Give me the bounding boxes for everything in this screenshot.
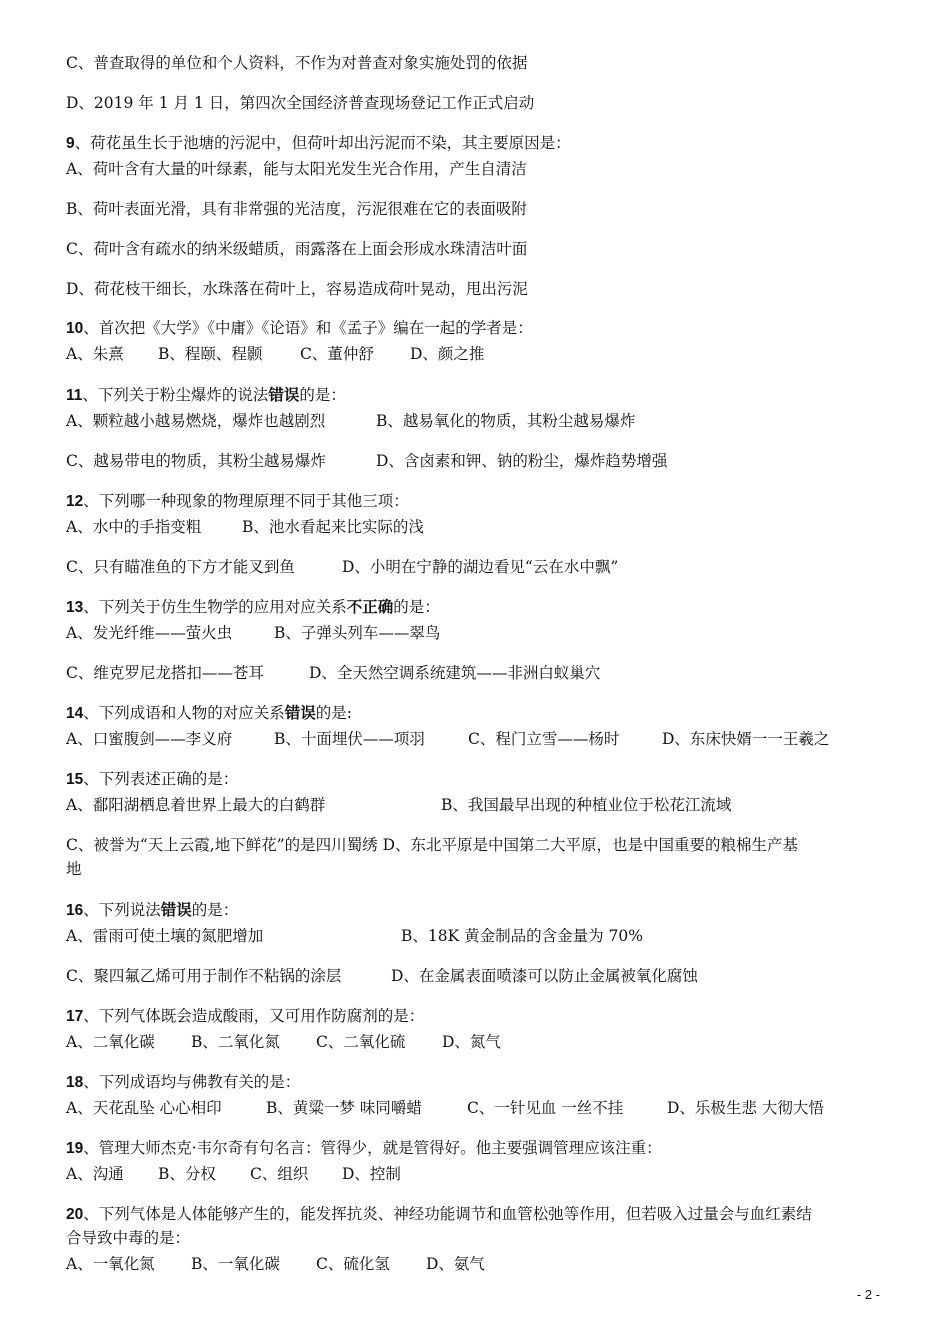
q18-option-b: B、黄粱一梦 味同嚼蜡 <box>266 1099 422 1117</box>
q19-option-a: A、沟通 <box>66 1165 124 1183</box>
q14-options <box>66 729 829 749</box>
q13-stem-end: 的是： <box>393 598 440 616</box>
q9-stem <box>66 133 571 154</box>
q12-stem <box>66 491 409 512</box>
q20-stem-wrap: 合导致中毒的是： <box>66 1229 191 1247</box>
q17-option-d: D、氮气 <box>442 1033 501 1051</box>
q15-options-cd: C、被誉为“天上云霞,地下鲜花”的是四川蜀绣 D、东北平原是中国第二大平原，也是中国重要的粮棉生产基 <box>66 836 798 854</box>
q17-option-c: C、二氧化硫 <box>316 1033 406 1051</box>
q8-option-c: C、普查取得的单位和个人资料，不作为对普查对象实施处罚的依据 <box>66 54 528 72</box>
q16-options-ab <box>66 926 643 946</box>
q11-stem-end: 的是： <box>299 386 346 404</box>
q16-options-cd <box>66 966 698 986</box>
q10-option-a: A、朱熹 <box>66 345 124 363</box>
q12-option-a: A、水中的手指变粗 <box>66 518 202 536</box>
q15-stem <box>66 769 238 790</box>
q19-option-d: D、控制 <box>342 1165 401 1183</box>
q20-number: 20 <box>66 1206 84 1223</box>
q15-stem-text: 、下列表述正确的是： <box>83 770 239 788</box>
q19-stem <box>66 1138 662 1159</box>
q19-options <box>66 1164 401 1184</box>
q11-option-b: B、越易氧化的物质，其粉尘越易爆炸 <box>376 412 636 430</box>
q18-option-a: A、天花乱坠 心心相印 <box>66 1099 222 1117</box>
q9-option-c: C、荷叶含有疏水的纳米级蜡质，雨露落在上面会形成水珠清洁叶面 <box>66 240 528 258</box>
q18-number: 18 <box>66 1074 84 1091</box>
q17-options <box>66 1032 501 1052</box>
q13-number: 13 <box>66 599 84 616</box>
q17-option-a: A、二氧化碳 <box>66 1033 155 1051</box>
q19-option-b: B、分权 <box>158 1165 216 1183</box>
q11-options-cd <box>66 451 667 471</box>
q9-number: 9 <box>66 135 75 152</box>
q13-option-d: D、全天然空调系统建筑——非洲白蚁巢穴 <box>309 664 601 682</box>
q19-stem-text: 、管理大师杰克·韦尔奇有句名言：管得少，就是管得好。他主要强调管理应该注重： <box>83 1139 662 1157</box>
q19-number: 19 <box>66 1140 84 1157</box>
q14-option-b: B、十面埋伏——项羽 <box>274 730 425 748</box>
q9-option-d: D、荷花枝干细长，水珠落在荷叶上，容易造成荷叶晃动，甩出污泥 <box>66 280 528 298</box>
q11-option-d: D、含卤素和钾、钠的粉尘，爆炸趋势增强 <box>376 452 668 470</box>
q10-options <box>66 344 484 364</box>
q16-stem <box>66 900 238 921</box>
q17-stem-text: 、下列气体既会造成酸雨，又可用作防腐剂的是： <box>83 1007 425 1025</box>
q14-option-a: A、口蜜腹剑——李义府 <box>66 730 233 748</box>
q14-stem-end: 的是: <box>315 704 353 722</box>
q10-number: 10 <box>66 320 84 337</box>
q18-stem-text: 、下列成语均与佛教有关的是： <box>83 1073 301 1091</box>
q17-stem <box>66 1006 424 1027</box>
q14-number: 14 <box>66 705 84 722</box>
q13-option-a: A、发光纤维——萤火虫 <box>66 624 233 642</box>
q14-stem-emphasis: 错误 <box>284 703 316 722</box>
q18-options <box>66 1098 824 1118</box>
q17-number: 17 <box>66 1008 84 1025</box>
q11-stem-emphasis: 错误 <box>268 385 300 404</box>
q12-options-ab <box>66 517 424 537</box>
q16-option-a: A、雷雨可使土壤的氮肥增加 <box>66 927 264 945</box>
q8-option-d: D、2019 年 1 月 1 日，第四次全国经济普查现场登记工作正式启动 <box>66 94 535 112</box>
q16-stem-text: 、下列说法 <box>83 901 161 919</box>
q11-stem-text: 、下列关于粉尘爆炸的说法 <box>82 386 269 404</box>
q16-option-b: B、18K 黄金制品的含金量为 70% <box>401 927 643 945</box>
q17-option-b: B、二氧化氮 <box>191 1033 280 1051</box>
q14-stem-text: 、下列成语和人物的对应关系 <box>83 704 285 722</box>
q14-option-d: D、东床快婿一一王羲之 <box>662 730 830 748</box>
q20-option-d: D、氨气 <box>426 1255 485 1273</box>
q13-stem-text: 、下列关于仿生生物学的应用对应关系 <box>83 598 347 616</box>
q20-option-b: B、一氧化碳 <box>191 1255 280 1273</box>
q13-stem <box>66 597 440 618</box>
q20-stem <box>66 1204 812 1225</box>
q13-option-b: B、子弹头列车——翠鸟 <box>274 624 441 642</box>
q16-option-c: C、聚四氟乙烯可用于制作不粘锅的涂层 <box>66 967 342 985</box>
q12-number: 12 <box>66 493 84 510</box>
q11-option-a: A、颗粒越小越易燃烧，爆炸也越剧烈 <box>66 412 326 430</box>
q13-options-ab <box>66 623 440 643</box>
q12-options-cd <box>66 557 618 577</box>
page-number: - 2 - <box>856 1287 880 1302</box>
q14-option-c: C、程门立雪——杨时 <box>468 730 620 748</box>
q16-option-d: D、在金属表面喷漆可以防止金属被氧化腐蚀 <box>391 967 698 985</box>
q18-option-c: C、一针见血 一丝不挂 <box>467 1099 624 1117</box>
q16-number: 16 <box>66 902 84 919</box>
q20-option-c: C、硫化氢 <box>316 1255 390 1273</box>
q19-option-c: C、组织 <box>250 1165 309 1183</box>
q10-stem <box>66 318 533 339</box>
q15-number: 15 <box>66 771 84 788</box>
q14-stem <box>66 703 352 724</box>
q15-option-a: A、鄱阳湖栖息着世界上最大的白鹤群 <box>66 796 326 814</box>
q10-option-b: B、程颐、程颢 <box>158 345 263 363</box>
q15-option-b: B、我国最早出现的种植业位于松花江流域 <box>441 796 732 814</box>
q12-option-d: D、小明在宁静的湖边看见“云在水中飘” <box>342 558 619 576</box>
q13-option-c: C、维克罗尼龙搭扣——苍耳 <box>66 664 264 682</box>
q18-stem <box>66 1072 300 1093</box>
q10-option-c: C、董仲舒 <box>300 345 374 363</box>
q16-stem-end: 的是： <box>191 901 239 919</box>
q10-stem-text: 、首次把《大学》《中庸》《论语》和《孟子》编在一起的学者是： <box>83 319 533 337</box>
q16-stem-emphasis: 错误 <box>160 900 192 919</box>
q11-options-ab <box>66 411 635 431</box>
q12-option-b: B、池水看起来比实际的浅 <box>242 518 424 536</box>
q13-stem-emphasis: 不正确 <box>346 597 394 616</box>
q15-options-ab <box>66 795 731 815</box>
q11-option-c: C、越易带电的物质，其粉尘越易爆炸 <box>66 452 326 470</box>
q9-option-b: B、荷叶表面光滑，具有非常强的光洁度，污泥很难在它的表面吸附 <box>66 200 527 218</box>
q9-stem-text: 、荷花虽生长于池塘的污泥中，但荷叶却出污泥而不染，其主要原因是： <box>74 134 571 152</box>
q18-option-d: D、乐极生悲 大彻大悟 <box>667 1099 824 1117</box>
q13-options-cd <box>66 663 600 683</box>
q12-stem-text: 、下列哪一种现象的物理原理不同于其他三项： <box>83 492 409 510</box>
q12-option-c: C、只有瞄准鱼的下方才能叉到鱼 <box>66 558 295 576</box>
q10-option-d: D、颜之推 <box>410 345 485 363</box>
q11-stem <box>66 385 346 406</box>
q20-stem-text: 、下列气体是人体能够产生的，能发挥抗炎、神经功能调节和血管松弛等作用，但若吸入过量会与血红素结 <box>83 1205 812 1223</box>
q11-number: 11 <box>66 387 83 404</box>
q20-options <box>66 1254 485 1274</box>
q9-option-a: A、荷叶含有大量的叶绿素，能与太阳光发生光合作用，产生自清洁 <box>66 160 527 178</box>
q20-option-a: A、一氧化氮 <box>66 1255 155 1273</box>
q15-options-cd-wrap: 地 <box>66 860 82 878</box>
